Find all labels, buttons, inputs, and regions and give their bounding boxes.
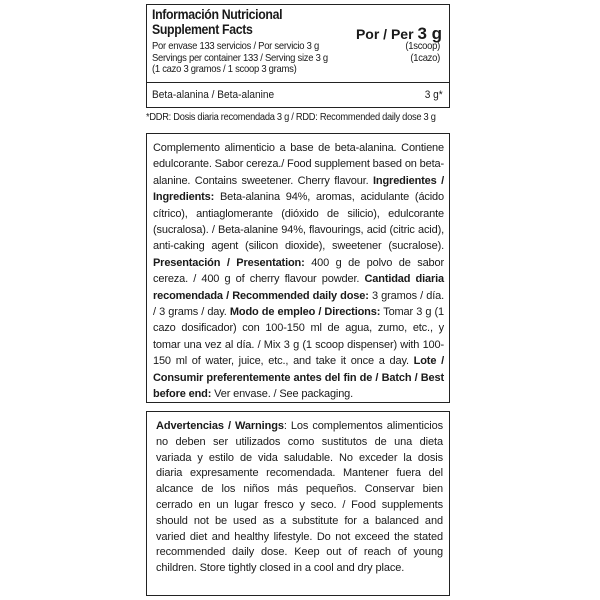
supplement-facts-panel bbox=[146, 4, 450, 108]
facts-divider bbox=[147, 82, 449, 83]
ingredients-label: Ingredientes / Ingredients: bbox=[153, 174, 445, 204]
ingredient-row bbox=[152, 88, 443, 102]
ingredient-name: Beta-alanina / Beta-alanine bbox=[152, 88, 275, 101]
ingredients-text: Beta-alanina 94%, aromas, acidulante (ácido cítrico), antiaglomerante (dióxido de silicio), edulcorante (sucralosa). / Beta-alanine 94%, flavourings, acid (citric acid), anti-caking agent (silicon dioxide), sweetener (sucralose). bbox=[153, 191, 444, 253]
serving-amount: 3 g bbox=[417, 24, 442, 43]
rdd-footnote: *DDR: Dosis diaria recomendada 3 g / RDD: Recommended daily dose 3 g bbox=[146, 112, 436, 123]
ingredient-amount: 3 g* bbox=[424, 88, 443, 101]
batch-label: Lote / Consumir preferentemente antes del fin de / Batch / Best before end: bbox=[153, 355, 444, 401]
presentation-label: Presentación / Presentation: bbox=[153, 256, 305, 269]
daily-dose-text: 3 gramos / día. / 3 grams / day. bbox=[153, 289, 445, 319]
facts-row-right: (1cazo) bbox=[410, 51, 440, 64]
directions-label: Modo de empleo / Directions: bbox=[229, 306, 381, 319]
warnings-label: Advertencias / Warnings bbox=[156, 420, 284, 432]
facts-row-left: Servings per container 133 / Serving size 3 g bbox=[152, 51, 328, 64]
facts-header bbox=[152, 7, 444, 41]
product-description-box bbox=[146, 133, 450, 403]
facts-title-en: Supplement Facts bbox=[152, 21, 253, 37]
presentation-text: 400 g de polvo de sabor cereza. / 400 g of cherry flavour powder. bbox=[153, 256, 444, 286]
facts-row bbox=[152, 64, 415, 76]
facts-row-left: (1 cazo 3 gramos / 1 scoop 3 grams) bbox=[152, 63, 297, 75]
warnings-text: : Los complementos alimenticios no deben ser utilizados como sustitutos de una dieta variada y estilo de vida saludable. No exceder la dosis diaria expresamente recomendada. Mantener fuera del alcance de los niños más pequeños. Conservar bien cerrado en un lugar fresco y seco. / Food supplements should not be used as a substitute for a balanced and varied diet and healthy lifestyle. Do not exceed the stated recommended daily dose. Keep out of reach of young children. Store tightly closed in a cool and dry place. bbox=[156, 420, 443, 575]
facts-row-left: Por envase 133 servicios / Por servicio 3 g bbox=[152, 40, 319, 52]
facts-title-es: Información Nutricional bbox=[152, 6, 283, 22]
batch-text: Ver envase. / See packaging. bbox=[211, 388, 354, 401]
facts-row-right: (1scoop) bbox=[405, 40, 440, 52]
daily-dose-label: Cantidad diaria recomendada / Recommended daily dose: bbox=[153, 273, 445, 302]
description-intro: Complemento alimenticio a base de beta-alanina. Contiene edulcorante. Sabor cereza./ Food supplement based on beta-alanine. Contains sweetener. Cherry flavour. bbox=[153, 142, 444, 187]
per-label: Por / Per bbox=[355, 26, 414, 42]
warnings-box bbox=[146, 411, 450, 596]
directions-text: Tomar 3 g (1 cazo dosificador) con 100-150 ml de agua, zumo, etc., y tomar una vez al día. / Mix 3 g (1 scoop dispenser) with 100-150 ml of water, juice, etc., and take it once a day. bbox=[153, 306, 445, 368]
